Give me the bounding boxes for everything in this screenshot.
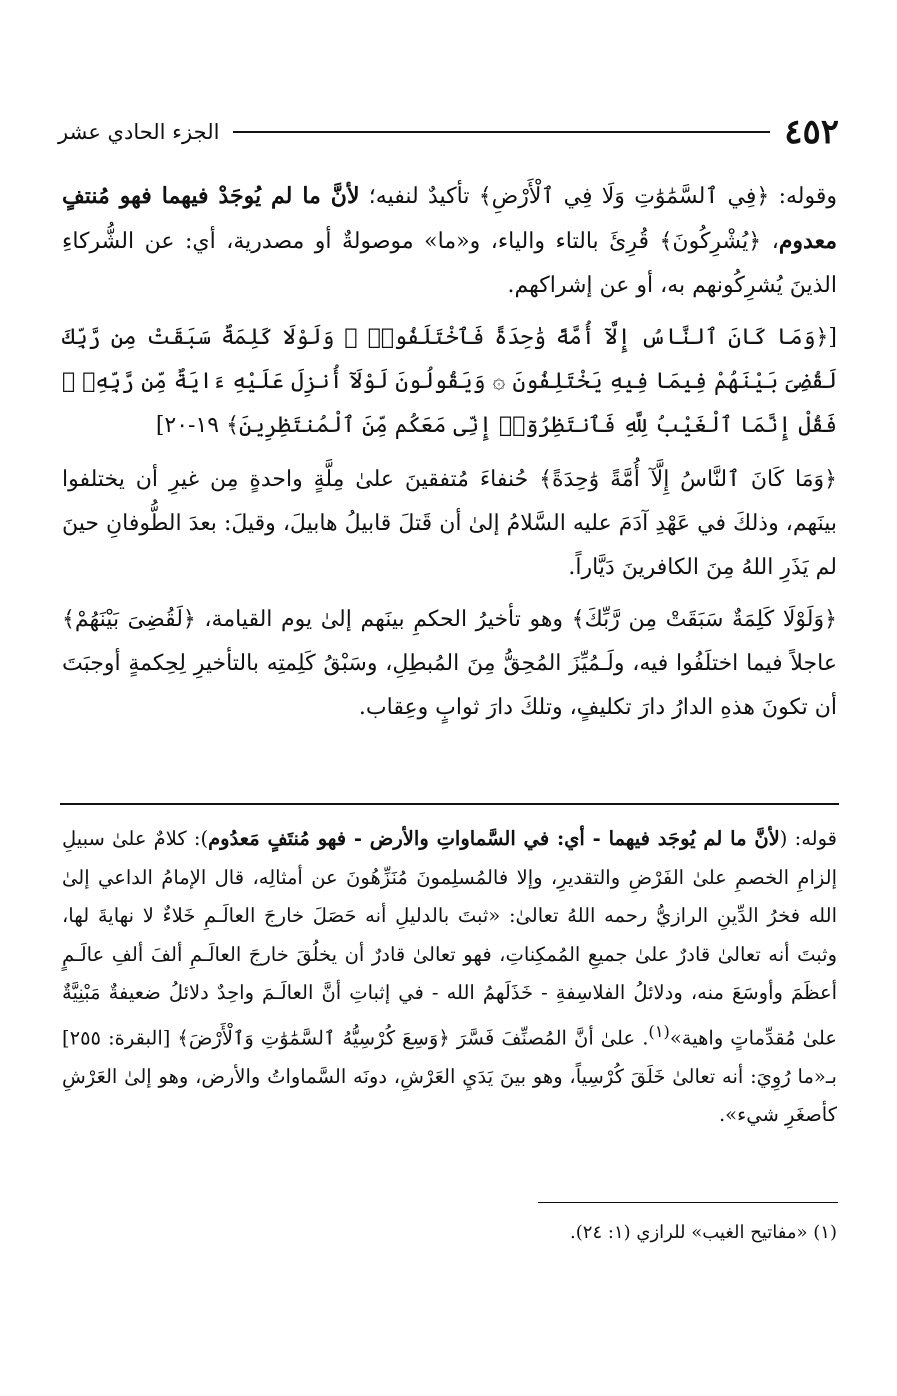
text: عاجلاً فيما اختلَفُوا فيه، ولَـمُيِّزَ المُحِقُّ مِنَ المُبطِلِ، وسَبْقُ كَلِمتِه بالتأخيرِ لِحِكمةٍ أوجبَتَ أن تكونَ هذهِ الدارُ دارَ تكليفٍ، وتلكَ دارَ ثوابٍ وعِقاب. bbox=[62, 651, 837, 720]
paragraph-1 bbox=[62, 174, 837, 308]
bold-text: لأنَّ ما لم يُوجَدْ فيهما فهو مُنتفٍ معدوم bbox=[62, 183, 838, 254]
footnote-1: (١) «مفاتيح الغيب» للرازي (١: ٢٤). bbox=[570, 1222, 837, 1243]
bracket-close: ] bbox=[155, 413, 165, 438]
header-rule bbox=[233, 131, 770, 133]
running-title: الجزء الحادي عشر bbox=[58, 120, 220, 144]
footnotes bbox=[62, 1218, 837, 1248]
paragraph-2 bbox=[62, 458, 837, 590]
text: حُنفاءَ مُتفقينَ علىٰ مِلَّةٍ واحدةٍ مِن غيرِ أن يختلفوا بينَهم، وذلكَ في عَهْدِ آدَمَ عليه السَّلامُ إلىٰ أن قَتلَ قابيلُ هابيلَ، وقيلَ: بعدَ الطُّوفانِ حينَ لم يَذَرِ اللهُ مِنَ الكافرينَ دَيَّاراً. bbox=[62, 467, 837, 580]
text: ، bbox=[761, 229, 779, 254]
paragraph-3 bbox=[62, 598, 837, 730]
verse-block bbox=[62, 316, 837, 448]
quran-quote: ﴿يُشْرِكُونَ﴾ bbox=[659, 229, 762, 254]
running-header bbox=[58, 112, 839, 152]
quran-quote: ﴿وَسِعَ كُرْسِيُّهُ ٱلسَّمَٰوَٰتِ وَٱلْأَرْضَ﴾ bbox=[177, 1026, 450, 1049]
text: قُرِئَ بالتاء والياء، و«ما» موصولةٌ أو مصدرية، أي: عن الشُّركاءِ الذينَ يُشرِكُونهم به، أو عن إشراكهم. bbox=[62, 229, 837, 298]
text: . علىٰ أنَّ المُصنِّفَ فَسَّرَ bbox=[449, 1026, 649, 1049]
bold-text: لأنَّ ما لم يُوجَد فيهما - أي: في السَّماواتِ والأرض - فهو مُنتَفٍ مَعدُوم bbox=[208, 827, 780, 850]
commentary-text bbox=[62, 820, 837, 1135]
page-number: ٤٥٢ bbox=[784, 112, 839, 152]
footnote-divider bbox=[538, 1202, 838, 1203]
footnote-reference[interactable]: (١) bbox=[648, 1021, 670, 1041]
quran-quote: ﴿وَمَا كَانَ ٱلنَّاسُ إِلَّآ أُمَّةً وَٰحِدَةً﴾ bbox=[539, 467, 838, 492]
text: وقوله: bbox=[769, 184, 837, 209]
quran-quote: ﴿فِي ٱلسَّمَٰوَٰتِ وَلَا فِي ٱلْأَرْضِ﴾ bbox=[478, 184, 770, 209]
main-text bbox=[62, 174, 837, 738]
bracket-open: [ bbox=[828, 325, 837, 350]
text: ): كلامٌ علىٰ سبيلِ إلزامِ الخصمِ علىٰ الفَرْضِ والتقديرِ، وإلا فالمُسلِمونَ مُنَزِّهُونَ عن أمثالِه، قال الإمامُ الداعي إلىٰ الله فخرُ الدِّينِ الرازيُّ رحمه اللهُ تعالىٰ: «ثبتَ بالدليلِ أنه حَصَلَ خارجَ العالَـمِ خَلاءٌ لا نهايةَ لها، وثبتَ أنه تعالىٰ قادرٌ علىٰ جميعِ المُمكِناتِ، فهو تعالىٰ قادرٌ أن يخلُقَ خارجَ العالَـمِ ألفَ ألفِ عالَـمٍ أعظَمَ وأوسَعَ منه، ودلائلُ الفلاسِفةِ - خَذَلَهمُ الله - في إثباتِ أنَّ العالَـمَ واحِدٌ دلائلُ ضعيفةٌ مَبْنِيَّةٌ علىٰ مُقدِّماتٍ واهية» bbox=[62, 827, 837, 1049]
text: [البقرة: ٢٥٥] بـ«ما رُوِيَ: أنه تعالىٰ خَلَقَ كُرْسِياً، وهو بينَ يَدَيِ العَرْشِ، دونَه السَّماواتُ والأرض، وهو إلىٰ العَرْشِ كأصغَرِ شيء». bbox=[62, 1026, 837, 1126]
quran-quote: ﴿وَلَوْلَا كَلِمَةٌ سَبَقَتْ مِن رَّبِّكَ﴾ bbox=[571, 607, 837, 632]
text: تأكيدٌ لنفيه؛ bbox=[359, 184, 479, 209]
verse-reference: ١٩-٢٠ bbox=[164, 413, 227, 438]
quran-quote: ﴿لَقُضِىَ بَيْنَهُمْ﴾ bbox=[62, 607, 196, 632]
commentary-paragraph bbox=[62, 820, 837, 1135]
commentary-divider bbox=[60, 803, 839, 805]
quran-verses: ﴿وَمَا كَانَ ٱلنَّاسُ إِلَّآ أُمَّةً وَٰحِدَةً فَٱخْتَلَفُوا۟ ۚ وَلَوْلَا كَلِمَةٌ سَبَقَتْ مِن رَّبِّكَ لَقُضِىَ بَيْنَهُمْ فِيمَا فِيهِ يَخْتَلِفُونَ ۞ وَيَقُولُونَ لَوْلَآ أُنزِلَ عَلَيْهِ ءَايَةٌ مِّن رَّبِّهِۦ ۖ فَقُلْ إِنَّمَا ٱلْغَيْبُ لِلَّهِ فَٱنتَظِرُوٓا۟ إِنِّى مَعَكُم مِّنَ ٱلْمُنتَظِرِينَ﴾ bbox=[62, 325, 837, 438]
text: وهو تأخيرُ الحكمِ بينَهم إلىٰ يوم القيامة، bbox=[195, 607, 572, 632]
text: قوله: ( bbox=[779, 827, 837, 850]
